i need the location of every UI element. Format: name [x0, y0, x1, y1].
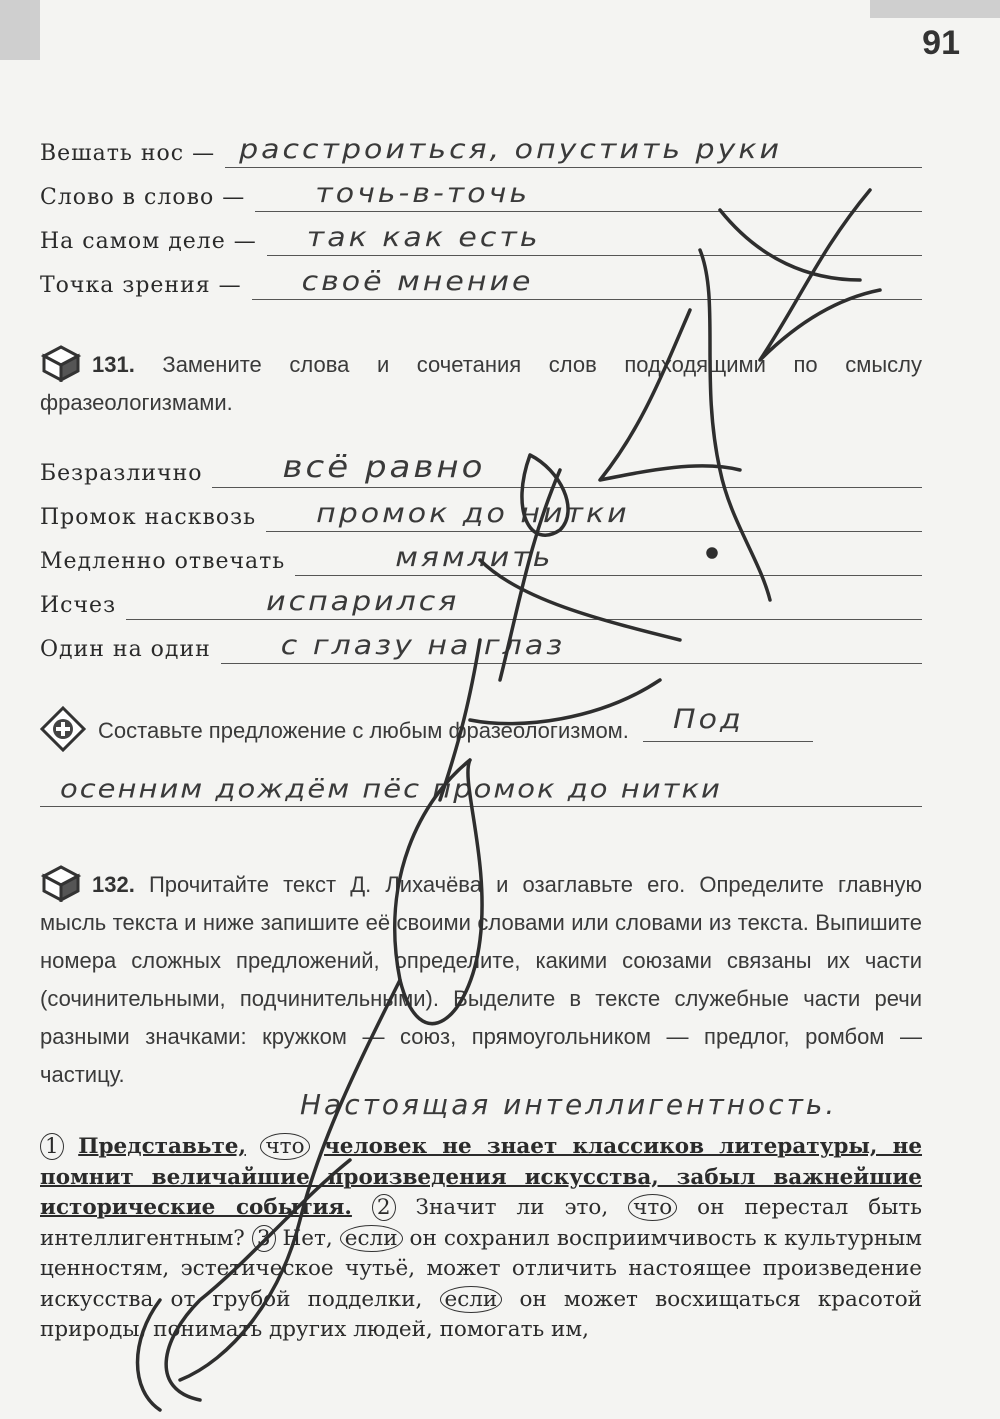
- answer-line: [295, 535, 922, 576]
- text-fragment: Значит ли это,: [415, 1195, 609, 1220]
- task-text: Замените слова и сочетания слов подходящими по смыслу фразеологизмами.: [40, 352, 922, 415]
- handwritten-answer: промок до нитки: [316, 497, 630, 529]
- scan-edge-top: [0, 0, 40, 60]
- phrase-label: На самом деле —: [40, 229, 257, 254]
- answer-line: [212, 447, 922, 488]
- conjunction-circled: что: [628, 1194, 677, 1221]
- replacement-label: Безразлично: [40, 461, 203, 486]
- phrase-row: [40, 168, 922, 212]
- text-fragment: он может восхищаться красотой природы, понимать других людей, помогать им,: [40, 1286, 922, 1342]
- phrase-row: [40, 256, 922, 300]
- answer-line: [126, 579, 922, 620]
- phrase-label: Точка зрения —: [40, 273, 242, 298]
- phrase-row: [40, 124, 922, 168]
- text-fragment: Представьте,: [78, 1134, 246, 1159]
- sentence-number: 3: [252, 1225, 276, 1252]
- lihachev-text: [40, 1132, 922, 1346]
- handwritten-title: Настоящая интеллигентность.: [300, 1088, 838, 1121]
- task-text: Прочитайте текст Д. Лихачёва и озаглавьте его. Определите главную мысль текста и ниже запишите её своими словами или словами из текста. Выпишите номера сложных предложений, определите, какими союзами связаны их части (сочинительными, подчинительными). Выделите в тексте служебные части речи разными значками: кружком — союз, прямоугольником — предлог, ромбом — частицу.: [40, 872, 922, 1087]
- scan-edge-top-right: [870, 0, 1000, 18]
- replacement-label: Медленно отвечать: [40, 549, 286, 574]
- cube-icon: [40, 864, 82, 902]
- text-fragment: человек не знает классиков литературы, не помнит величайшие произведения искусства, забыл важнейшие исторические события.: [40, 1134, 922, 1220]
- task-number: 131.: [92, 352, 135, 377]
- page-number: 91: [922, 24, 960, 62]
- replacement-row: [40, 576, 922, 620]
- task-number: 132.: [92, 872, 135, 897]
- handwritten-answer: мямлить: [395, 541, 554, 573]
- replacement-row: [40, 532, 922, 576]
- answer-line: [225, 127, 922, 168]
- handwritten-answer: всё равно: [282, 449, 486, 485]
- phrase-label: Вешать нос —: [40, 141, 216, 166]
- handwritten-answer: испарился: [266, 585, 460, 617]
- sentence-number: 1: [40, 1133, 64, 1160]
- replacement-row: [40, 620, 922, 664]
- answer-line: [266, 491, 922, 532]
- replacement-row: [40, 444, 922, 488]
- answer-line: [40, 760, 922, 807]
- handwritten-answer: точь-в-точь: [315, 177, 531, 209]
- phrase-row: [40, 212, 922, 256]
- handwritten-answer: так как есть: [306, 221, 541, 253]
- answer-line: [267, 215, 922, 256]
- conjunction-circled: если: [340, 1225, 403, 1252]
- replacement-row: [40, 488, 922, 532]
- conjunction-circled: что: [260, 1133, 309, 1160]
- extra-task: [40, 703, 922, 752]
- text-fragment: он перестал быть интеллигентным?: [40, 1195, 922, 1251]
- task-132: [40, 864, 922, 1094]
- extra-task-text: Составьте предложение с любым фразеологизмом.: [98, 718, 629, 743]
- plus-icon: [40, 706, 86, 752]
- task-131: [40, 344, 922, 422]
- handwritten-answer-start: Под: [673, 703, 744, 736]
- phrase-label: Слово в слово —: [40, 185, 246, 210]
- text-fragment: Нет,: [282, 1225, 333, 1251]
- conjunction-circled: если: [440, 1286, 503, 1313]
- handwritten-answer: с глазу на глаз: [280, 629, 566, 661]
- replacement-label: Промок насквозь: [40, 505, 257, 530]
- replacement-label: Один на один: [40, 637, 211, 662]
- answer-line: [643, 703, 813, 742]
- replacement-label: Исчез: [40, 593, 117, 618]
- answer-line: [255, 171, 922, 212]
- handwritten-answer: расстроиться, опустить руки: [239, 133, 782, 165]
- answer-line: [252, 259, 922, 300]
- text-fragment: он сохранил восприимчивость к культурным ценностям, эстетическое чутьё, может отличить настоящее произведение искусства от грубой подделки,: [40, 1225, 923, 1312]
- cube-icon: [40, 344, 82, 382]
- handwritten-answer: своё мнение: [301, 265, 534, 297]
- sentence-number: 2: [372, 1194, 396, 1221]
- answer-line: [221, 623, 922, 664]
- handwritten-sentence: осенним дождём пёс промок до нитки: [60, 773, 722, 804]
